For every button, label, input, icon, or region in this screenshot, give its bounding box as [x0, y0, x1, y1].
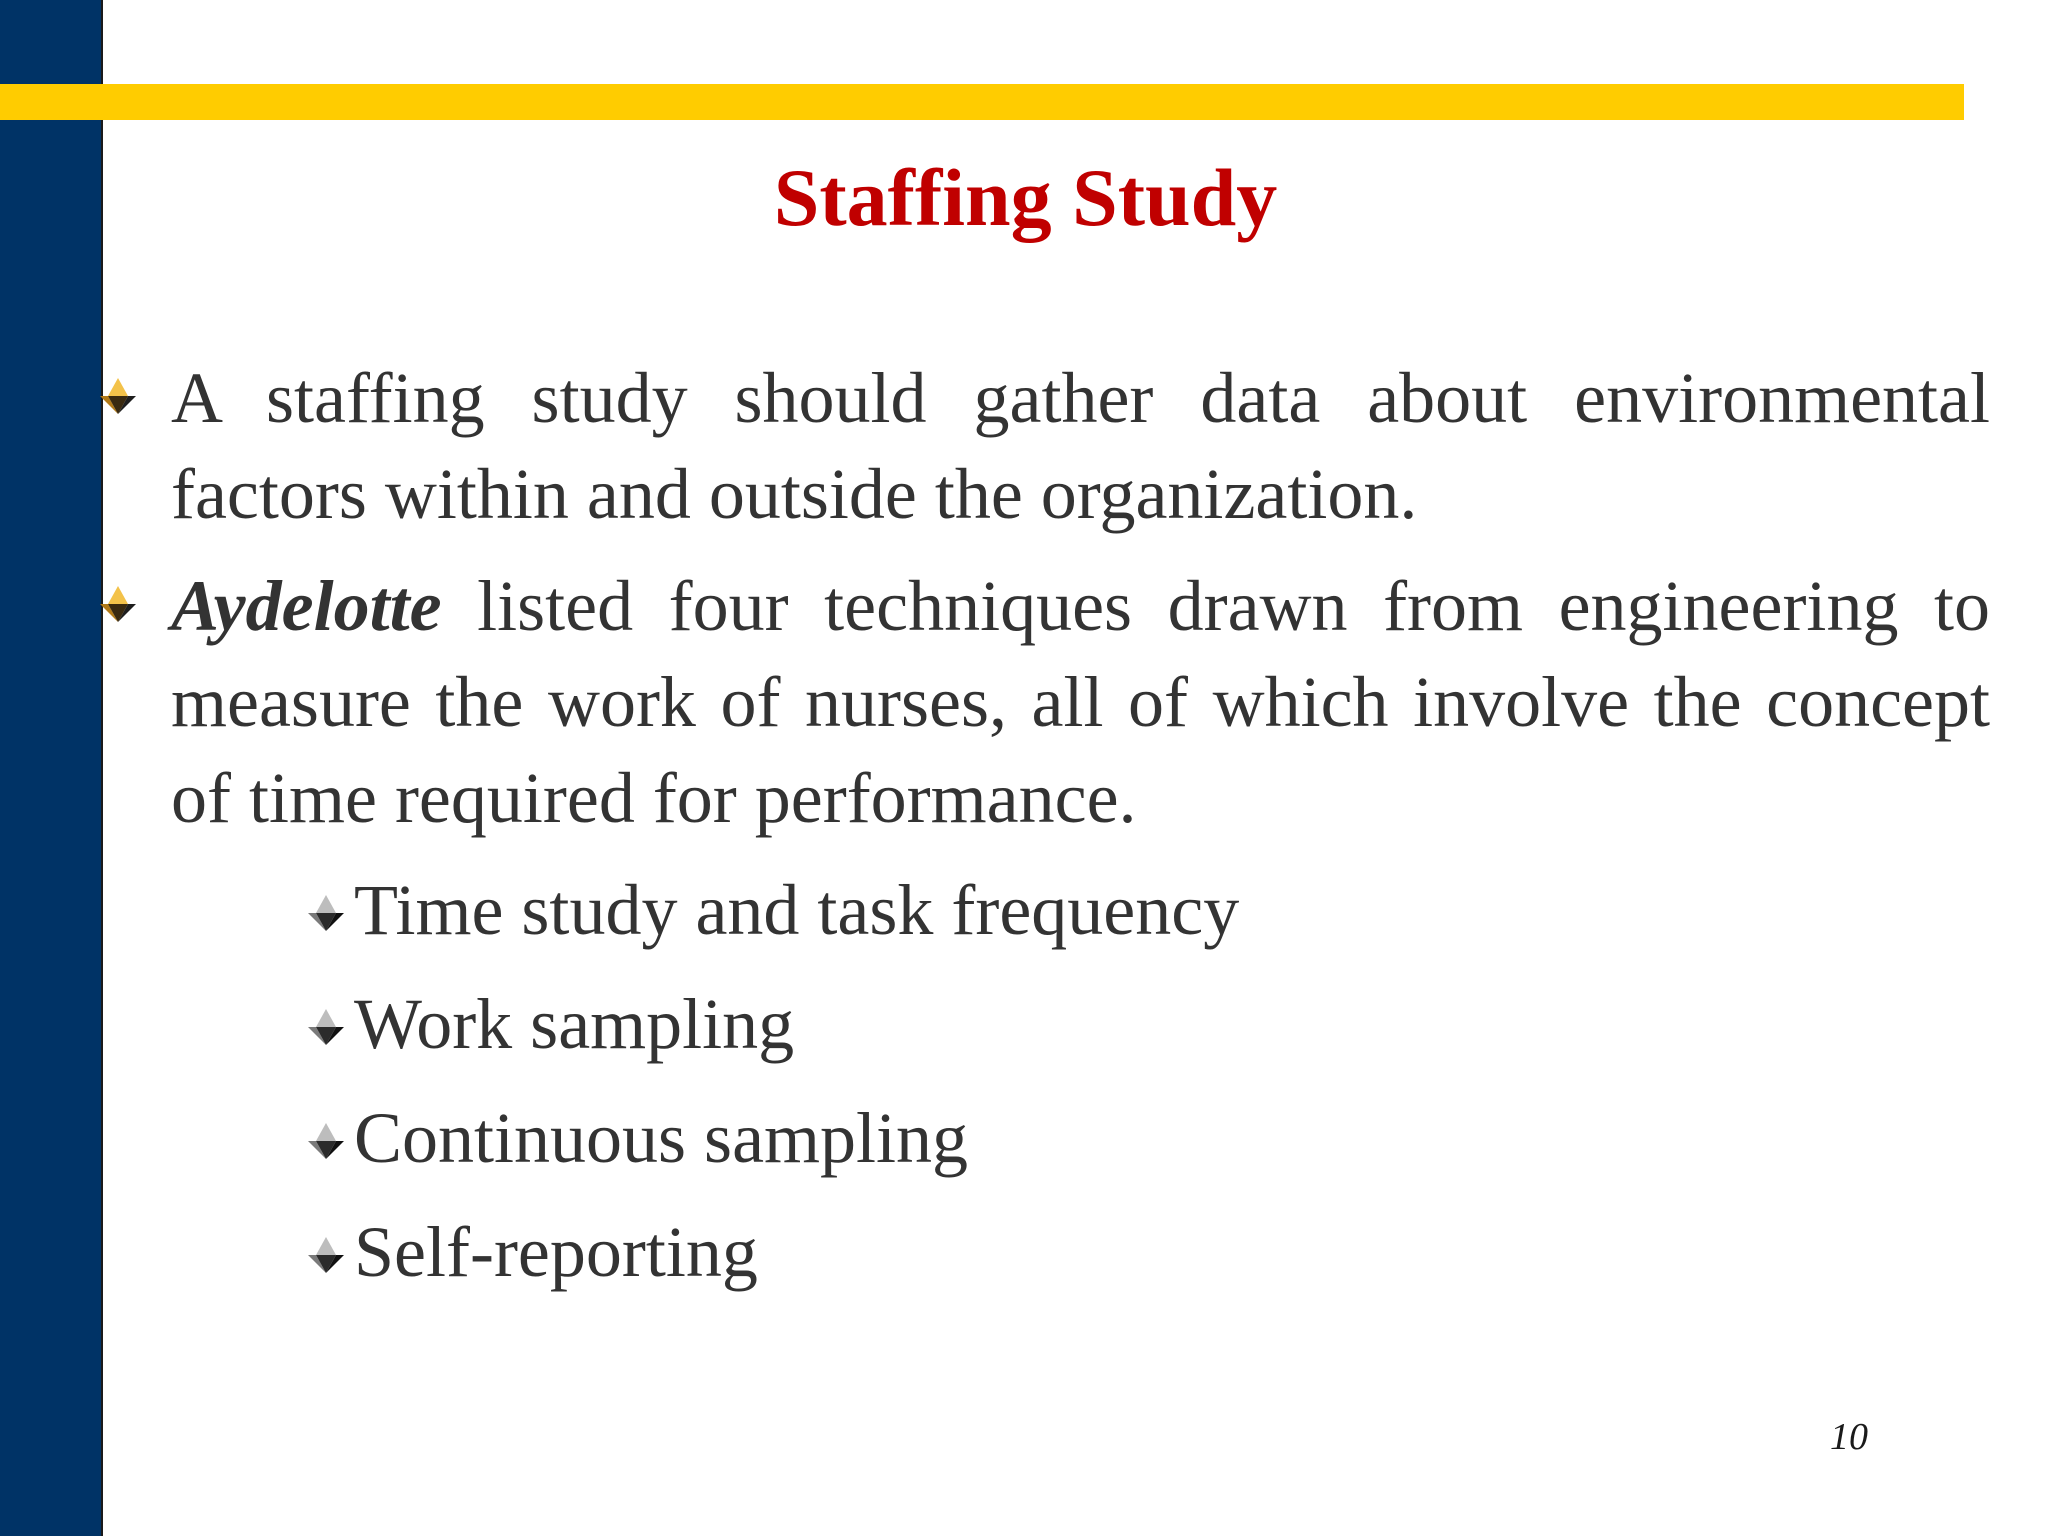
sub-item-text-3: Continuous sampling	[354, 1098, 969, 1178]
sub-item-text-2: Work sampling	[354, 984, 795, 1064]
sub-item-1	[306, 860, 1239, 960]
left-sidebar-bar	[0, 0, 103, 1536]
diamond-arrow-bullet-icon	[98, 376, 138, 416]
sub-item-text-4: Self-reporting	[354, 1212, 758, 1292]
bullet-item-1	[98, 350, 1990, 542]
top-accent-stripe	[0, 84, 1964, 120]
diamond-arrow-sub-bullet-icon	[306, 1235, 346, 1275]
bullet-text-2	[171, 558, 1990, 846]
bullet-body-2: listed four techniques drawn from engineering to measure the work of nurses, all of which involve the concept of time required for performance.	[171, 566, 1990, 838]
diamond-arrow-sub-bullet-icon	[306, 1007, 346, 1047]
sub-item-text-1: Time study and task frequency	[354, 870, 1240, 950]
slide-title: Staffing Study	[773, 152, 1278, 243]
bullet-item-2	[98, 558, 1990, 846]
diamond-arrow-sub-bullet-icon	[306, 1121, 346, 1161]
diamond-arrow-bullet-icon	[98, 584, 138, 624]
page-number: 10	[1830, 1416, 1868, 1458]
sub-item-2	[306, 974, 794, 1074]
bullet-text-1	[171, 350, 1990, 542]
bullet-body-1: A staffing study should gather data about environmental factors within and outside the organization.	[171, 358, 1990, 534]
sub-item-3	[306, 1088, 968, 1188]
diamond-arrow-sub-bullet-icon	[306, 893, 346, 933]
sub-item-4	[306, 1202, 758, 1302]
author-name-aydelotte: Aydelotte	[171, 566, 442, 646]
